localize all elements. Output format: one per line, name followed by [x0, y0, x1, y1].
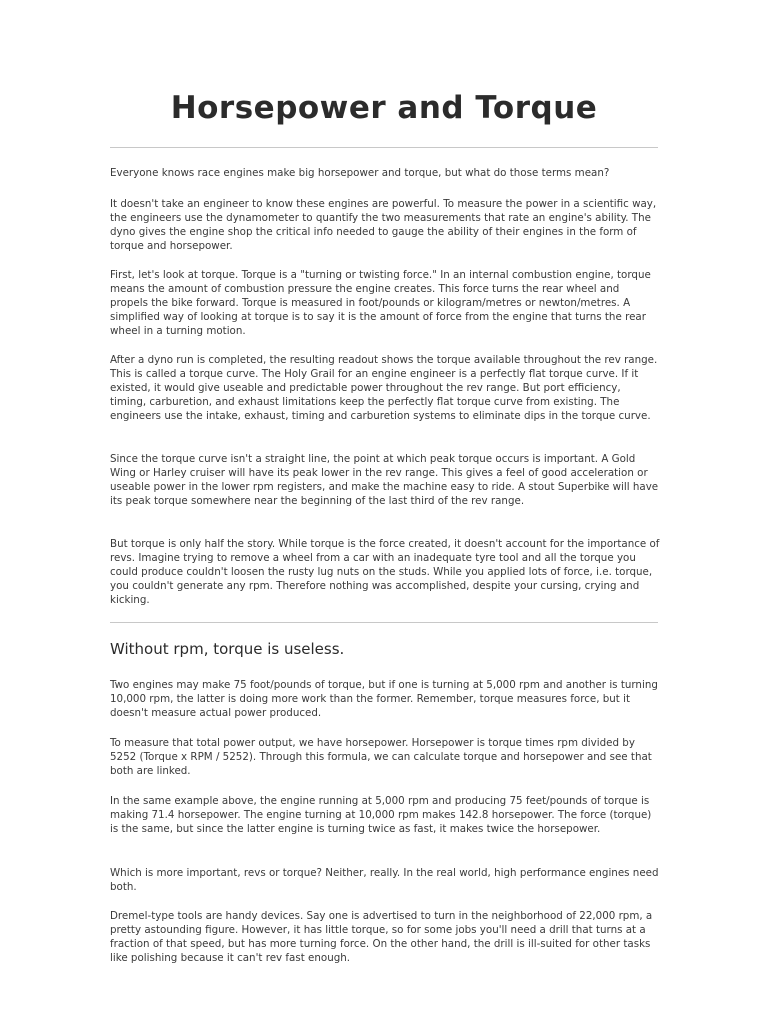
- paragraph-torque-curve: After a dyno run is completed, the resulting readout shows the torque available throughout the rev range. This is called a torque curve. The Holy Grail for an engine engineer is a perfectly flat torque curve. If it existed, it would give useable and predictable power throughout the rev range. But port efficiency, timing, carburetion, and exhaust limitations keep the perfectly flat torque curve from existing. The engineers use the intake, exhaust, timing and carburetion systems to eliminate dips in the torque curve.: [110, 354, 658, 423]
- section-divider: [110, 622, 658, 623]
- paragraph-two-engines: Two engines may make 75 foot/pounds of torque, but if one is turning at 5,000 rpm and another is turning 10,000 rpm, the latter is doing more work than the former. Remember, torque measures force, but it doesn't measure actual power produced.: [110, 679, 658, 720]
- title-divider: [110, 147, 658, 148]
- paragraph-intro: Everyone knows race engines make big horsepower and torque, but what do those terms mean?: [110, 167, 610, 179]
- paragraph-peak-torque: Since the torque curve isn't a straight line, the point at which peak torque occurs is important. A Gold Wing or Harley cruiser will have its peak lower in the rev range. This gives a feel of good acceleration or useable power in the lower rpm registers, and make the machine easy to ride. A stout Superbike will have its peak torque somewhere near the beginning of the last third of the rev range.: [110, 453, 659, 508]
- paragraph-dremel: Dremel-type tools are handy devices. Say one is advertised to turn in the neighborhood of 22,000 rpm, a pretty astounding figure. However, it has little torque, so for some jobs you'll need a drill that turns at a fraction of that speed, but has more turning force. On the other hand, the drill is ill-suited for other tasks like polishing because it can't rev fast enough.: [110, 910, 653, 965]
- paragraph-dynamometer: It doesn't take an engineer to know these engines are powerful. To measure the power in a scientific way, the engineers use the dynamometer to quantify the two measurements that rate an engine's ability. The dyno gives the engine shop the critical info needed to gauge the ability of their engines in the form of torque and horsepower.: [110, 198, 657, 253]
- paragraph-example: In the same example above, the engine running at 5,000 rpm and producing 75 feet/pounds of torque is making 71.4 horsepower. The engine turning at 10,000 rpm makes 142.8 horsepower. The force (torque) is the same, but since the latter engine is turning twice as fast, it makes twice the horsepower.: [110, 795, 652, 836]
- paragraph-horsepower-formula: To measure that total power output, we have horsepower. Horsepower is torque times rpm divided by 5252 (Torque x RPM / 5252). Through this formula, we can calculate torque and horsepower and see that both are linked.: [110, 737, 652, 778]
- page-title: Horsepower and Torque: [170, 90, 598, 126]
- paragraph-half-story: But torque is only half the story. While torque is the force created, it doesn't account for the importance of revs. Imagine trying to remove a wheel from a car with an inadequate tyre tool and all the torque you could produce couldn't loosen the rusty lug nuts on the studs. While you applied lots of force, i.e. torque, you couldn't generate any rpm. Therefore nothing was accomplished, despite your cursing, crying and kicking.: [110, 538, 660, 607]
- paragraph-revs-or-torque: Which is more important, revs or torque? Neither, really. In the real world, high performance engines need both.: [110, 867, 659, 894]
- section-heading: Without rpm, torque is useless.: [110, 640, 345, 658]
- paragraph-torque-definition: First, let's look at torque. Torque is a "turning or twisting force." In an internal combustion engine, torque means the amount of combustion pressure the engine creates. This force turns the rear wheel and propels the bike forward. Torque is measured in foot/pounds or kilogram/metres or newton/metres. A simplified way of looking at torque is to say it is the amount of force from the engine that turns the rear wheel in a turning motion.: [110, 269, 651, 338]
